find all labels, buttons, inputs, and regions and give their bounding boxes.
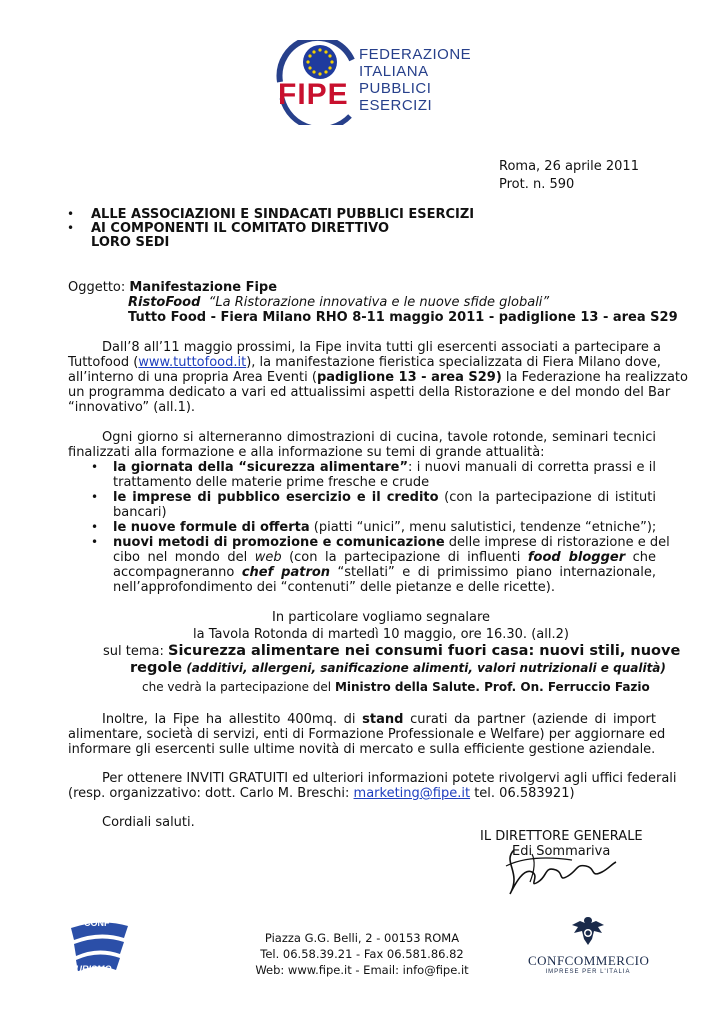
bullet-icon: • (91, 460, 99, 474)
org-name-line: FEDERAZIONE (359, 46, 472, 63)
topic-item: la giornata della “sicurezza alimentare”: i nuovi manuali di corretta prassi e il (113, 460, 657, 475)
marketing-email-link[interactable]: marketing@fipe.it (353, 786, 471, 801)
para2-line: Ogni giorno si alterneranno dimostrazioni di cucina, tavole rotonde, seminari tecnici (102, 430, 656, 445)
recipient-line: ALLE ASSOCIAZIONI E SINDACATI PUBBLICI ESERCIZI (91, 207, 475, 222)
para1-line: “innovativo” (all.1). (68, 400, 196, 415)
topic-item: cibo nel mondo del web (con la partecipazione di influenti food blogger che (113, 550, 656, 565)
confcommercio-name: CONFCOMMERCIO (528, 953, 650, 968)
para4-line: Per ottenere INVITI GRATUITI ed ulteriori informazioni potete rivolgervi agli uffici federali (102, 771, 677, 786)
topic-item: nell’approfondimento dei “contenuti” delle pietanze e delle ricette). (113, 580, 555, 595)
subject-title: Manifestazione Fipe (129, 280, 278, 295)
subject-risto (128, 295, 549, 310)
footer-address (200, 930, 524, 978)
para1-line: un programma dedicato a vari ed attualissimi aspetti della Ristorazione e del mondo del Bar (68, 385, 671, 400)
bullet-icon: • (91, 520, 99, 534)
highlight-event: la Tavola Rotonda di martedì 10 maggio, ore 16.30. (all.2) (193, 627, 569, 642)
topic-item: bancari) (113, 505, 167, 520)
fipe-logo (272, 40, 472, 125)
eagle-icon (568, 913, 608, 951)
org-name (359, 46, 471, 114)
fipe-logo-word: FIPE (278, 78, 349, 111)
topic-item: le imprese di pubblico esercizio e il credito (con la partecipazione di istituti (113, 490, 656, 505)
ristofood-quote: “La Ristorazione innovativa e le nuove sfide globali” (208, 295, 550, 310)
letter-date: Roma, 26 aprile 2011 (499, 159, 639, 174)
bullet-icon: • (91, 490, 99, 504)
confcommercio-sub: IMPRESE PER L'ITALIA (545, 969, 631, 975)
confturismo-bottom-text: TURISMO (70, 964, 112, 974)
para3-line: alimentare, società di servizi, enti di Formazione Professionale e Welfare) per aggiornare ed (68, 727, 666, 742)
topic-item: accompagneranno chef patron “stellati” e di primissimo piano internazionale, (113, 565, 656, 580)
closing-greeting: Cordiali saluti. (102, 815, 195, 830)
para1-line: Dall’8 all’11 maggio prossimi, la Fipe invita tutti gli esercenti associati a partecipare a (102, 340, 661, 355)
para4-line: (resp. organizzativo: dott. Carlo M. Breschi: marketing@fipe.it tel. 06.583921) (68, 786, 575, 801)
topic-item: le nuove formule di offerta (piatti “unici”, menu salutistici, tendenze “etniche”); (113, 520, 657, 535)
recipient-line: LORO SEDI (91, 235, 170, 250)
signatory-role: IL DIRETTORE GENERALE (480, 829, 643, 844)
protocol-number: Prot. n. 590 (499, 177, 575, 192)
subject-line (68, 280, 277, 295)
subject-venue: Tutto Food - Fiera Milano RHO 8-11 maggio 2011 - padiglione 13 - area S29 (128, 310, 678, 325)
bullet-icon: • (91, 535, 99, 549)
confturismo-logo (66, 918, 136, 978)
bullet-icon: • (67, 221, 75, 235)
recipient-line: AI COMPONENTI IL COMITATO DIRETTIVO (91, 221, 390, 236)
subject-label: Oggetto: (68, 280, 130, 295)
org-name-line: ESERCIZI (359, 97, 433, 114)
org-name-line: ITALIANA (359, 63, 429, 80)
footer-line: Piazza G.G. Belli, 2 - 00153 ROMA (264, 931, 460, 945)
confturismo-top-text: CONF (84, 918, 110, 928)
ristofood-label: RistoFood (128, 295, 201, 310)
highlight-theme: sul tema: Sicurezza alimentare nei consumi fuori casa: nuovi stili, nuove (103, 643, 681, 659)
highlight-theme-cont: regole (additivi, allergeni, sanificazione alimenti, valori nutrizionali e qualità) (130, 660, 666, 676)
para1-line: Tuttofood (www.tuttofood.it), la manifestazione fieristica specializzata di Fiera Milano dove, (68, 355, 661, 370)
para3-line: informare gli esercenti sulle ultime novità di mercato e sulla efficiente gestione aziendale. (68, 742, 656, 757)
bullet-icon: • (67, 207, 75, 221)
highlight-minister: che vedrà la partecipazione del Ministro della Salute. Prof. On. Ferruccio Fazio (142, 680, 650, 694)
para1-line: all’interno di una propria Area Eventi (padiglione 13 - area S29) la Federazione ha realizzato (68, 370, 688, 385)
footer-line: Tel. 06.58.39.21 - Fax 06.581.86.82 (260, 947, 464, 961)
confcommercio-logo (528, 913, 648, 985)
para3-line: Inoltre, la Fipe ha allestito 400mq. di stand curati da partner (aziende di import (102, 712, 656, 727)
para2-line: finalizzati alla formazione e alla informazione su temi di grande attualità: (68, 445, 545, 460)
tuttofood-link[interactable]: www.tuttofood.it (138, 355, 247, 370)
signatory-name: Edi Sommariva (512, 844, 611, 859)
footer-line: Web: www.fipe.it - Email: info@fipe.it (255, 963, 469, 977)
org-name-line: PUBBLICI (359, 80, 432, 97)
topic-item: trattamento delle materie prime fresche e crude (113, 475, 430, 490)
signature-icon (492, 842, 622, 902)
highlight-intro: In particolare vogliamo segnalare (272, 610, 491, 625)
topic-item: nuovi metodi di promozione e comunicazione delle imprese di ristorazione e del (113, 535, 670, 550)
